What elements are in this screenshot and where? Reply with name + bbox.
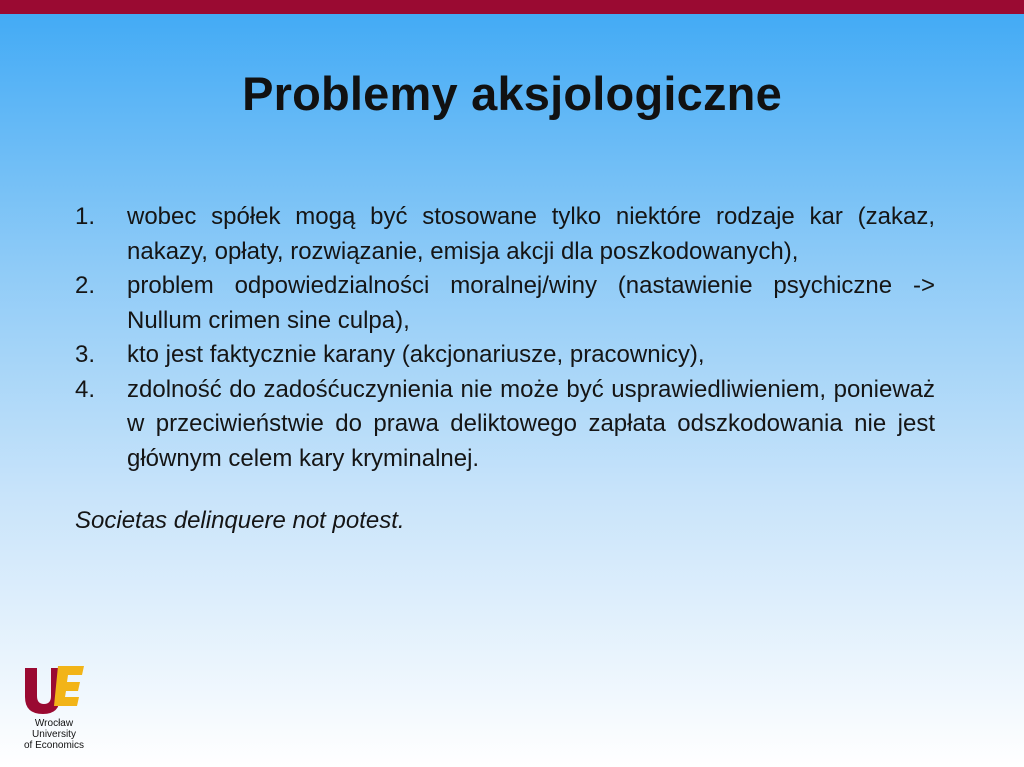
list-item xyxy=(75,338,935,373)
list-item xyxy=(75,200,935,269)
list-item-text: wobec spółek mogą być stosowane tylko niektóre rodzaje kar (zakaz, nakazy, opłaty, rozwiązanie, emisja akcji dla poszkodowanych), xyxy=(127,203,935,265)
slide-title: Problemy aksjologiczne xyxy=(242,67,782,120)
logo-u-shape xyxy=(25,668,60,714)
list-item-number: 1. xyxy=(75,203,96,230)
logo-e-shape xyxy=(54,666,84,706)
logo-line-economics: of Economics xyxy=(23,740,85,751)
university-name xyxy=(14,718,94,751)
list-item-number: 3. xyxy=(75,341,96,368)
list-item-text: problem odpowiedzialności moralnej/winy (nastawienie psychiczne -> Nullum crimen sine culpa), xyxy=(127,272,935,334)
logo-line-university: University xyxy=(32,729,76,740)
list-item xyxy=(75,269,935,338)
logo-line-city: Wrocław xyxy=(34,718,74,729)
list-item-text: kto jest faktycznie karany (akcjonariusze, pracownicy), xyxy=(127,341,705,368)
list-item-number: 2. xyxy=(75,272,96,299)
latin-motto: Societas delinquere not potest. xyxy=(75,507,405,534)
top-accent-bar xyxy=(0,0,1024,14)
list-item-text: zdolność do zadośćuczynienia nie może być usprawiedliwieniem, ponieważ w przeciwieństwie do prawa deliktowego zapłata odszkodowania nie jest głównym celem kary kryminalnej. xyxy=(127,375,935,472)
list-item-number: 4. xyxy=(75,375,96,403)
list-item xyxy=(75,373,935,477)
point-list xyxy=(75,200,935,476)
